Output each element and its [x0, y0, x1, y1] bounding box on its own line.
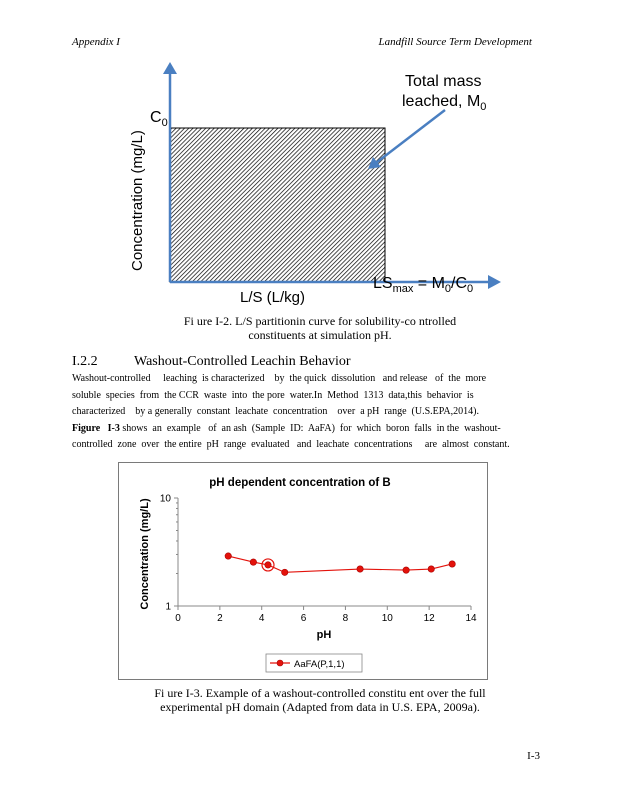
- section-heading: [72, 354, 351, 370]
- figure-3-caption: Fi ure I-3. Example of a washout-controlled constitu ent over the full experimental pH domain (Adapted from data in U.S. EPA, 2009a).: [154, 686, 486, 714]
- x-tick-label: 6: [300, 613, 307, 624]
- total-mass-label-2: leached, $M_0$: [402, 93, 487, 113]
- y-tick-label: 1: [165, 601, 171, 613]
- data-point: [449, 561, 455, 567]
- ls-axis-label: L/S (L/kg): [240, 289, 306, 306]
- data-point: [250, 559, 256, 565]
- c0-label: $C_0$: [150, 109, 168, 129]
- x-tick-label: 10: [381, 613, 393, 624]
- header-right: Landfill Source Term Development: [378, 36, 532, 48]
- y-axis-arrowhead: [163, 62, 177, 74]
- data-point: [225, 553, 231, 559]
- data-point: [357, 566, 363, 572]
- x-tick-label: 12: [423, 613, 435, 624]
- total-mass-area: [170, 128, 385, 282]
- body-paragraph: Washout-controlled leaching is characterized by the quick dissolution and release of the more soluble species from the CCR waste into the pore water.In Method 1313 data,this behavior is characterized by a generally constant leachate concentration over a pH range (U.S.EPA,2014). Figure I-3 shows an example of an ash (Sample ID: AaFA) for which boron falls in the washout- controlled zone over the entire pH range evaluated and leachate concentrations are almost constant.: [72, 373, 510, 450]
- figure-reference: Figure I-3: [72, 422, 120, 434]
- data-point: [403, 567, 409, 573]
- legend-label: AaFA(P,1,1): [294, 659, 345, 670]
- data-point: [265, 562, 271, 568]
- total-mass-label-1: Total mass: [405, 73, 482, 90]
- x-tick-label: 2: [217, 613, 223, 624]
- chart-ylabel: Concentration (mg/L): [139, 498, 151, 610]
- figure-2-caption: Fi ure I-2. L/S partitionin curve for solubility-co ntrolled constituents at simulation pH.: [183, 314, 457, 342]
- figure-ls-partitioning: [110, 58, 530, 310]
- data-point: [428, 566, 434, 572]
- y-tick-label: 10: [159, 493, 171, 505]
- x-tick-label: 8: [342, 613, 349, 624]
- ls-max-label: $LS_{max} = M_0/C_0$: [373, 275, 474, 295]
- chart-title: pH dependent concentration of B: [209, 477, 391, 489]
- x-axis-arrowhead: [488, 275, 501, 289]
- ph-concentration-chart: [118, 462, 488, 680]
- concentration-axis-label: Concentration (mg/L): [129, 130, 146, 271]
- chart-xlabel: pH: [316, 629, 332, 641]
- x-tick-label: 14: [465, 613, 477, 624]
- legend-marker: [277, 660, 283, 666]
- section-number: I.2.2: [72, 354, 98, 369]
- x-tick-label: 0: [175, 613, 181, 624]
- section-title: Washout-Controlled Leachin Behavior: [134, 354, 351, 369]
- page-number: I-3: [527, 750, 540, 762]
- data-point: [282, 569, 288, 575]
- header-left: Appendix I: [72, 36, 120, 48]
- x-tick-label: 4: [258, 613, 265, 624]
